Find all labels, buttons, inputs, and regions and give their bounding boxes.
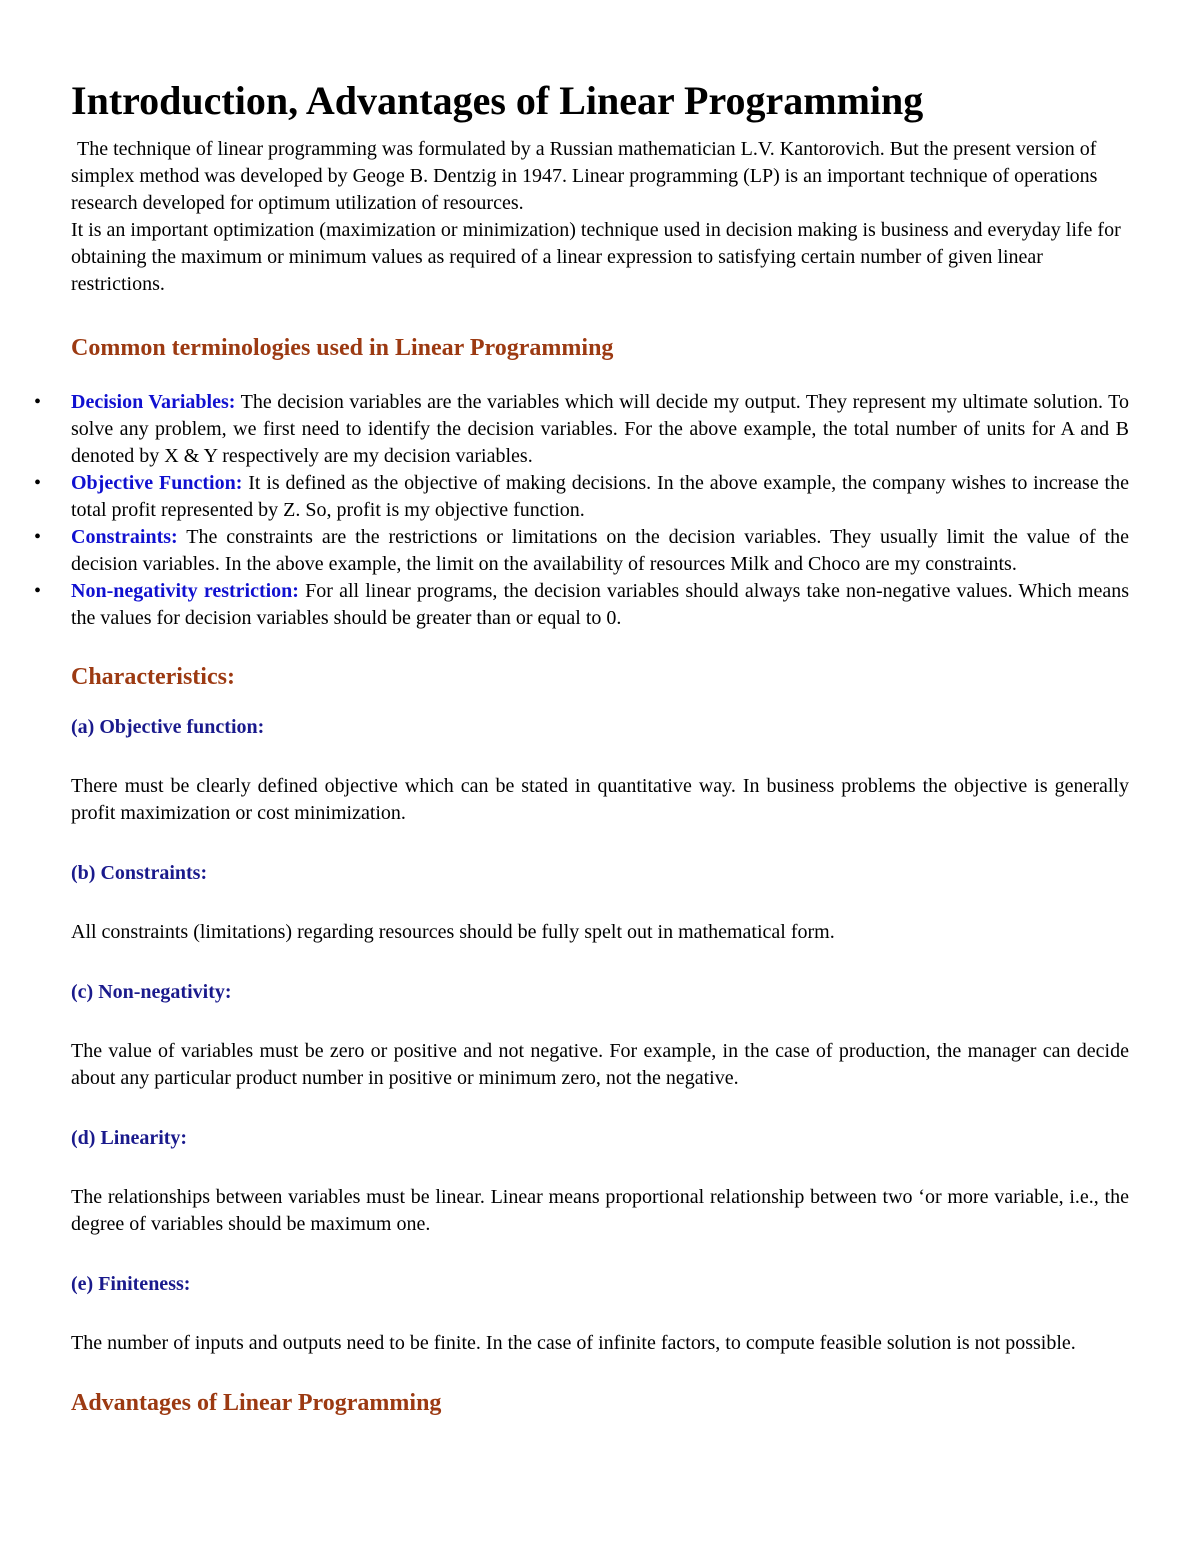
characteristic-text: The number of inputs and outputs need to be finite. In the case of infinite factors, to compute feasible solution is not possible. bbox=[71, 1332, 1076, 1354]
term-label: Objective Function: bbox=[71, 472, 243, 494]
list-item bbox=[34, 389, 1129, 470]
page-title: Introduction, Advantages of Linear Programming bbox=[71, 78, 924, 123]
intro-paragraph-2: It is an important optimization (maximization or minimization) technique used in decision making is business and everyday life for obtaining the maximum or minimum values as required of a linear expression to satisfying certain number of given linear restrictions. bbox=[71, 219, 1121, 295]
characteristics-heading: Characteristics: bbox=[71, 664, 235, 690]
list-item bbox=[34, 578, 1129, 632]
list-item bbox=[34, 470, 1129, 524]
characteristic-label: (b) Constraints: bbox=[71, 862, 208, 884]
characteristic-label: (c) Non-negativity: bbox=[71, 981, 232, 1003]
bullet-icon: • bbox=[34, 472, 42, 494]
term-description: The constraints are the restrictions or limitations on the decision variables. They usually limit the value of the decision variables. In the above example, the limit on the availability of resources Milk and Choco are my constraints. bbox=[71, 526, 1129, 575]
term-label: Constraints: bbox=[71, 526, 178, 548]
term-description: For all linear programs, the decision variables should always take non-negative values. Which means the values for decision variables should be greater than or equal to 0. bbox=[71, 580, 1129, 629]
characteristic-text: The value of variables must be zero or positive and not negative. For example, in the case of production, the manager can decide about any particular product number in positive or minimum zero, not the negative. bbox=[71, 1040, 1129, 1089]
characteristic-label: (d) Linearity: bbox=[71, 1127, 188, 1149]
terminology-list bbox=[34, 389, 1129, 632]
bullet-icon: • bbox=[34, 580, 42, 602]
list-item bbox=[34, 524, 1129, 578]
intro-paragraph-1: The technique of linear programming was formulated by a Russian mathematician L.V. Kantorovich. But the present version of simplex method was developed by Geoge B. Dentzig in 1947. Linear programming (LP) is an important technique of operations research developed for optimum utilization of resources. bbox=[71, 138, 1098, 214]
bullet-icon: • bbox=[34, 391, 42, 413]
term-label: Non-negativity restriction: bbox=[71, 580, 299, 602]
terminology-heading: Common terminologies used in Linear Programming bbox=[71, 335, 614, 361]
characteristic-label: (a) Objective function: bbox=[71, 716, 265, 738]
advantages-heading: Advantages of Linear Programming bbox=[71, 1390, 442, 1416]
characteristic-label: (e) Finiteness: bbox=[71, 1273, 191, 1295]
characteristic-text: There must be clearly defined objective which can be stated in quantitative way. In business problems the objective is generally profit maximization or cost minimization. bbox=[71, 775, 1129, 824]
term-description: It is defined as the objective of making decisions. In the above example, the company wishes to increase the total profit represented by Z. So, profit is my objective function. bbox=[71, 472, 1129, 521]
characteristic-text: The relationships between variables must be linear. Linear means proportional relationship between two ‘or more variable, i.e., the degree of variables should be maximum one. bbox=[71, 1186, 1129, 1235]
characteristic-text: All constraints (limitations) regarding resources should be fully spelt out in mathematical form. bbox=[71, 921, 835, 943]
term-description: The decision variables are the variables which will decide my output. They represent my ultimate solution. To solve any problem, we first need to identify the decision variables. For the above example, the total number of units for A and B denoted by X & Y respectively are my decision variables. bbox=[71, 391, 1129, 467]
term-label: Decision Variables: bbox=[71, 391, 236, 413]
document-page bbox=[34, 78, 1129, 1418]
bullet-icon: • bbox=[34, 526, 42, 548]
